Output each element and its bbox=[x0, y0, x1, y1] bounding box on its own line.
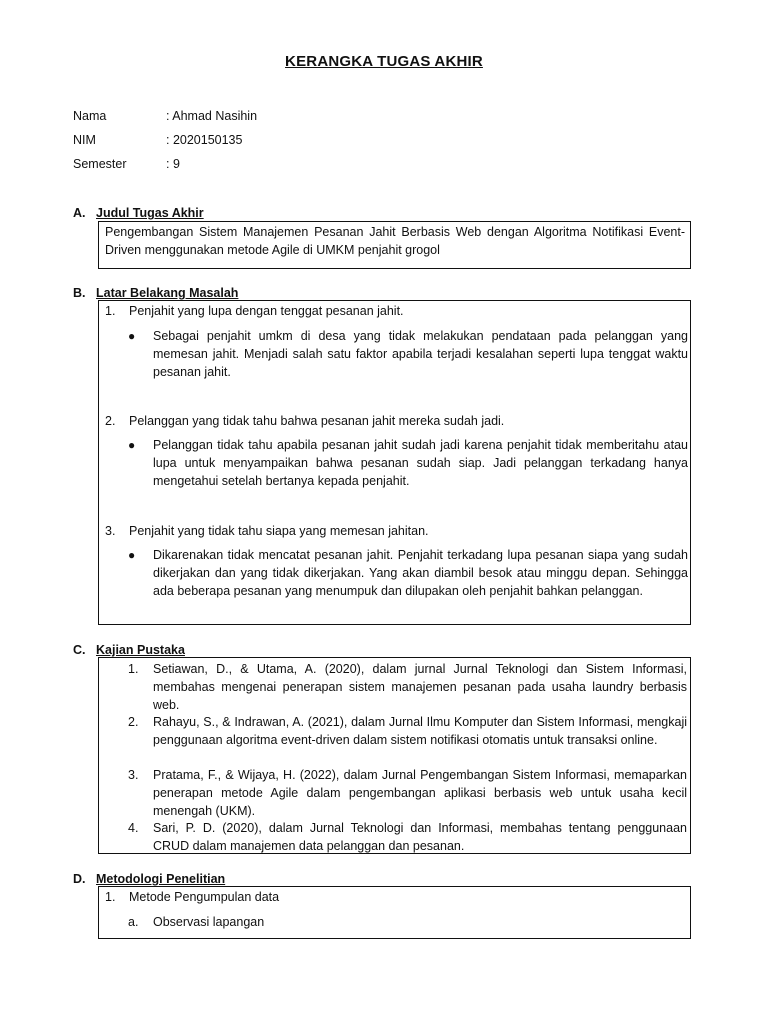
section-letter: B. bbox=[73, 286, 86, 300]
bullet-glyph: ● bbox=[128, 548, 136, 562]
judul-text: Pengembangan Sistem Manajemen Pesanan Jahit Berbasis Web dengan Algoritma Notifikasi Event-Driven menggunakan metode Agile di UMKM penjahit grogol bbox=[105, 225, 685, 257]
section-letter: C. bbox=[73, 643, 86, 657]
section-b-box bbox=[98, 300, 691, 625]
reference-text: Setiawan, D., & Utama, A. (2020), dalam jurnal Jurnal Teknologi dan Sistem Informasi, membahas mengenai penerapan sistem manajemen pesanan pada usaha laundry berbasis web. bbox=[153, 662, 687, 712]
bullet-glyph: ● bbox=[128, 329, 136, 343]
reference-number: 4. bbox=[128, 821, 139, 835]
item-text: Pelanggan yang tidak tahu bahwa pesanan jahit mereka sudah jadi. bbox=[129, 414, 505, 428]
info-value: : Ahmad Nasihin bbox=[166, 109, 258, 123]
reference-text: Pratama, F., & Wijaya, H. (2022), dalam Jurnal Pengembangan Sistem Informasi, memaparkan penerapan metode Agile dalam pengembangan aplikasi berbasis web untuk usaha kecil menengah (UKM). bbox=[153, 768, 687, 818]
section-title: Latar Belakang Masalah bbox=[96, 286, 239, 300]
section-title: Kajian Pustaka bbox=[96, 643, 185, 657]
info-label: Semester bbox=[73, 157, 127, 171]
info-value: : 2020150135 bbox=[166, 133, 243, 147]
section-c-box bbox=[98, 657, 691, 854]
reference-text: Sari, P. D. (2020), dalam Jurnal Teknologi dan Informasi, membahas tentang penggunaan CRUD dalam manajemen data pelanggan dan pesanan. bbox=[153, 821, 687, 853]
section-letter: A. bbox=[73, 206, 86, 220]
section-letter: D. bbox=[73, 872, 86, 886]
reference-number: 3. bbox=[128, 768, 139, 782]
info-value: : 9 bbox=[166, 157, 180, 171]
bullet-text: Sebagai penjahit umkm di desa yang tidak melakukan pendataan pada pelanggan yang memesan jahit. Menjadi salah satu faktor apabila terjadi kesalahan seperti lupa tenggat waktu pesanan jahit. bbox=[153, 329, 688, 379]
sub-item-letter: a. bbox=[128, 915, 139, 929]
item-number: 2. bbox=[105, 414, 116, 428]
section-title: Judul Tugas Akhir bbox=[96, 206, 204, 220]
section-d-box bbox=[98, 886, 691, 939]
reference-number: 2. bbox=[128, 715, 139, 729]
bullet-text: Dikarenakan tidak mencatat pesanan jahit. Penjahit terkadang lupa pesanan siapa yang sudah dikerjakan dan yang tidak dikerjakan. Yang akan diambil besok atau minggu depan. Sehingga ada beberapa pesanan yang menumpuk dan dilupakan oleh penjahit bahkan pelanggan. bbox=[153, 548, 688, 598]
document-title: KERANGKA TUGAS AKHIR bbox=[285, 53, 483, 70]
section-a-heading bbox=[73, 204, 204, 222]
section-title: Metodologi Penelitian bbox=[96, 872, 226, 886]
bullet-text: Pelanggan tidak tahu apabila pesanan jahit sudah jadi karena penjahit tidak memberitahu atau lupa untuk menyampaikan bahwa pesanan sudah siap. Jadi pelanggan terkadang hanya mengetahui setelah bertanya kepada penjahit. bbox=[153, 438, 688, 488]
item-number: 1. bbox=[105, 890, 116, 904]
item-number: 1. bbox=[105, 304, 116, 318]
reference-text: Rahayu, S., & Indrawan, A. (2021), dalam Jurnal Ilmu Komputer dan Sistem Informasi, mengkaji penggunaan algoritma event-driven dalam sistem notifikasi otomatis untuk transaksi online. bbox=[153, 715, 687, 747]
section-a-box bbox=[98, 221, 691, 269]
info-label: NIM bbox=[73, 133, 96, 147]
item-text: Penjahit yang lupa dengan tenggat pesanan jahit. bbox=[129, 304, 404, 318]
item-text: Metode Pengumpulan data bbox=[129, 890, 280, 904]
item-number: 3. bbox=[105, 524, 116, 538]
item-text: Penjahit yang tidak tahu siapa yang memesan jahitan. bbox=[129, 524, 429, 538]
reference-number: 1. bbox=[128, 662, 139, 676]
info-label: Nama bbox=[73, 109, 107, 123]
sub-item-text: Observasi lapangan bbox=[153, 915, 265, 929]
bullet-glyph: ● bbox=[128, 438, 136, 452]
